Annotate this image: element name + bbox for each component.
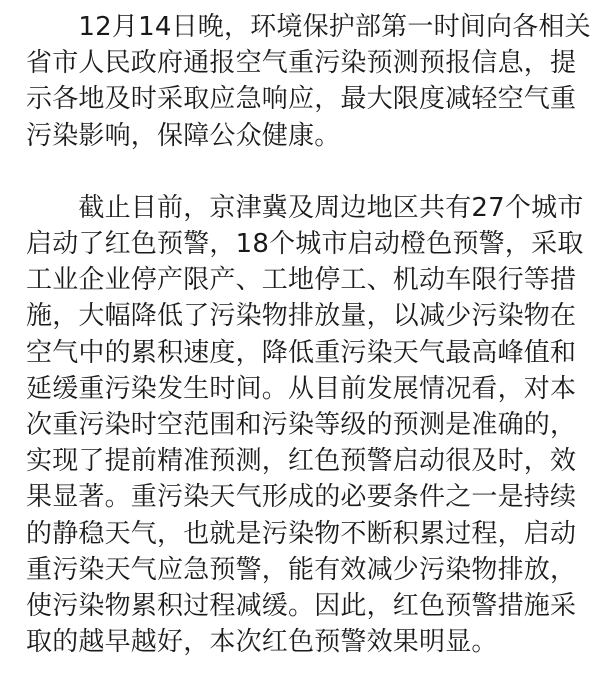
article-body (26, 0, 591, 660)
paragraph-line: 的静稳天气，也就是污染物不断积累过程，启动 (26, 518, 577, 549)
paragraph-line: 使污染物累积过程减缓。因此，红色预警措施采 (26, 591, 577, 622)
paragraph-line: 重污染天气应急预警，能有效减少污染物排放， (26, 554, 577, 585)
paragraph-line: 实现了提前精准预测，红色预警启动很及时，效 (26, 446, 577, 477)
paragraph-line: 污染影响，保障公众健康。 (26, 120, 341, 151)
paragraph-line: 截止目前，京津冀及周边地区共有27个城市 (26, 192, 584, 223)
paragraph-line: 示各地及时采取应急响应，最大限度减轻空气重 (26, 84, 577, 115)
paragraph-line: 省市人民政府通报空气重污染预测预报信息，提 (26, 48, 577, 79)
paragraph-1 (26, 0, 591, 154)
paragraph-line: 延缓重污染发生时间。从目前发展情况看，对本 (26, 373, 577, 404)
paragraph-line: 启动了红色预警，18个城市启动橙色预警，采取 (26, 229, 584, 260)
paragraph-line: 施，大幅降低了污染物排放量，以减少污染物在 (26, 301, 577, 332)
paragraph-line: 果显著。重污染天气形成的必要条件之一是持续 (26, 482, 577, 513)
paragraph-line: 取的越早越好，本次红色预警效果明显。 (26, 627, 498, 658)
paragraph-line: 工业企业停产限产、工地停工、机动车限行等措 (26, 265, 577, 296)
paragraph-line: 次重污染时空范围和污染等级的预测是准确的， (26, 410, 577, 441)
paragraph-line: 空气中的累积速度，降低重污染天气最高峰值和 (26, 337, 577, 368)
paragraph-2 (26, 190, 586, 661)
paragraph-line: 12月14日晚，环境保护部第一时间向各相关 (26, 12, 591, 42)
